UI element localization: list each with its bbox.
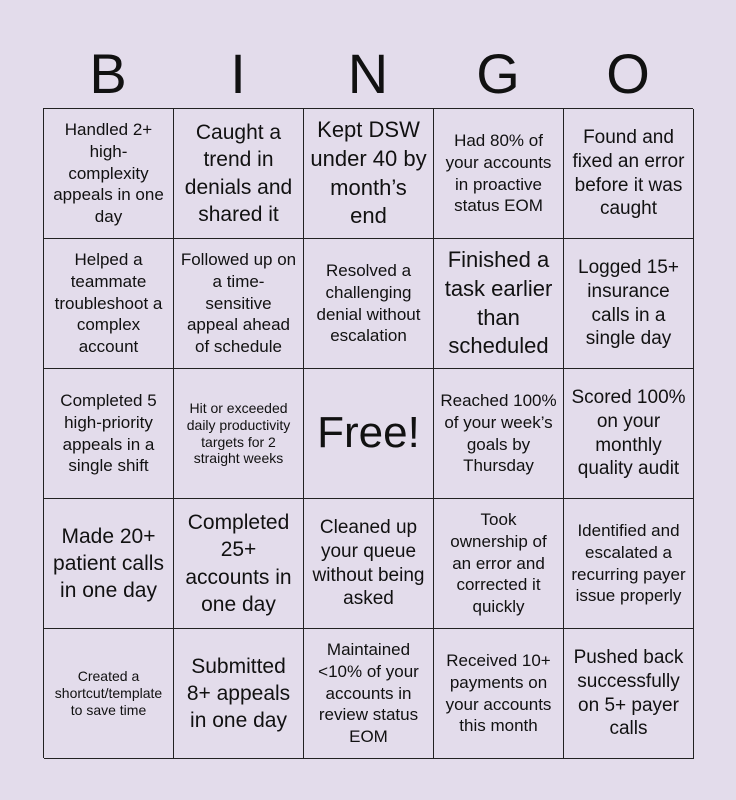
bingo-cell[interactable]: Found and fixed an error before it was caught [564, 109, 694, 239]
bingo-cell[interactable]: Resolved a challenging denial without escalation [304, 239, 434, 369]
bingo-cell[interactable]: Created a shortcut/template to save time [44, 629, 174, 759]
title-letter-o: O [606, 42, 650, 105]
bingo-cell[interactable]: Had 80% of your accounts in proactive status EOM [434, 109, 564, 239]
bingo-cell[interactable]: Finished a task earlier than scheduled [434, 239, 564, 369]
bingo-cell[interactable]: Submitted 8+ appeals in one day [174, 629, 304, 759]
bingo-cell[interactable]: Pushed back successfully on 5+ payer calls [564, 629, 694, 759]
bingo-cell[interactable]: Identified and escalated a recurring payer issue properly [564, 499, 694, 629]
free-space[interactable]: Free! [304, 369, 434, 499]
bingo-cell[interactable]: Helped a teammate troubleshoot a complex account [44, 239, 174, 369]
bingo-cell[interactable]: Handled 2+ high-complexity appeals in one day [44, 109, 174, 239]
bingo-cell[interactable]: Cleaned up your queue without being asked [304, 499, 434, 629]
title-letter-n: N [347, 42, 389, 105]
bingo-cell[interactable]: Completed 5 high-priority appeals in a single shift [44, 369, 174, 499]
bingo-cell[interactable]: Followed up on a time-sensitive appeal ahead of schedule [174, 239, 304, 369]
bingo-cell[interactable]: Reached 100% of your week’s goals by Thursday [434, 369, 564, 499]
bingo-cell[interactable]: Scored 100% on your monthly quality audit [564, 369, 694, 499]
title-letter-b: B [89, 42, 127, 105]
title-letter-i: I [230, 42, 246, 105]
bingo-cell[interactable]: Maintained <10% of your accounts in review status EOM [304, 629, 434, 759]
title-letter-g: G [476, 42, 520, 105]
bingo-cell[interactable]: Logged 15+ insurance calls in a single day [564, 239, 694, 369]
bingo-cell[interactable]: Caught a trend in denials and shared it [174, 109, 304, 239]
bingo-cell[interactable]: Kept DSW under 40 by month’s end [304, 109, 434, 239]
bingo-title [43, 40, 693, 108]
bingo-grid [43, 108, 693, 758]
bingo-cell[interactable]: Received 10+ payments on your accounts this month [434, 629, 564, 759]
bingo-cell[interactable]: Completed 25+ accounts in one day [174, 499, 304, 629]
bingo-cell[interactable]: Hit or exceeded daily productivity targets for 2 straight weeks [174, 369, 304, 499]
bingo-cell[interactable]: Made 20+ patient calls in one day [44, 499, 174, 629]
bingo-cell[interactable]: Took ownership of an error and corrected it quickly [434, 499, 564, 629]
